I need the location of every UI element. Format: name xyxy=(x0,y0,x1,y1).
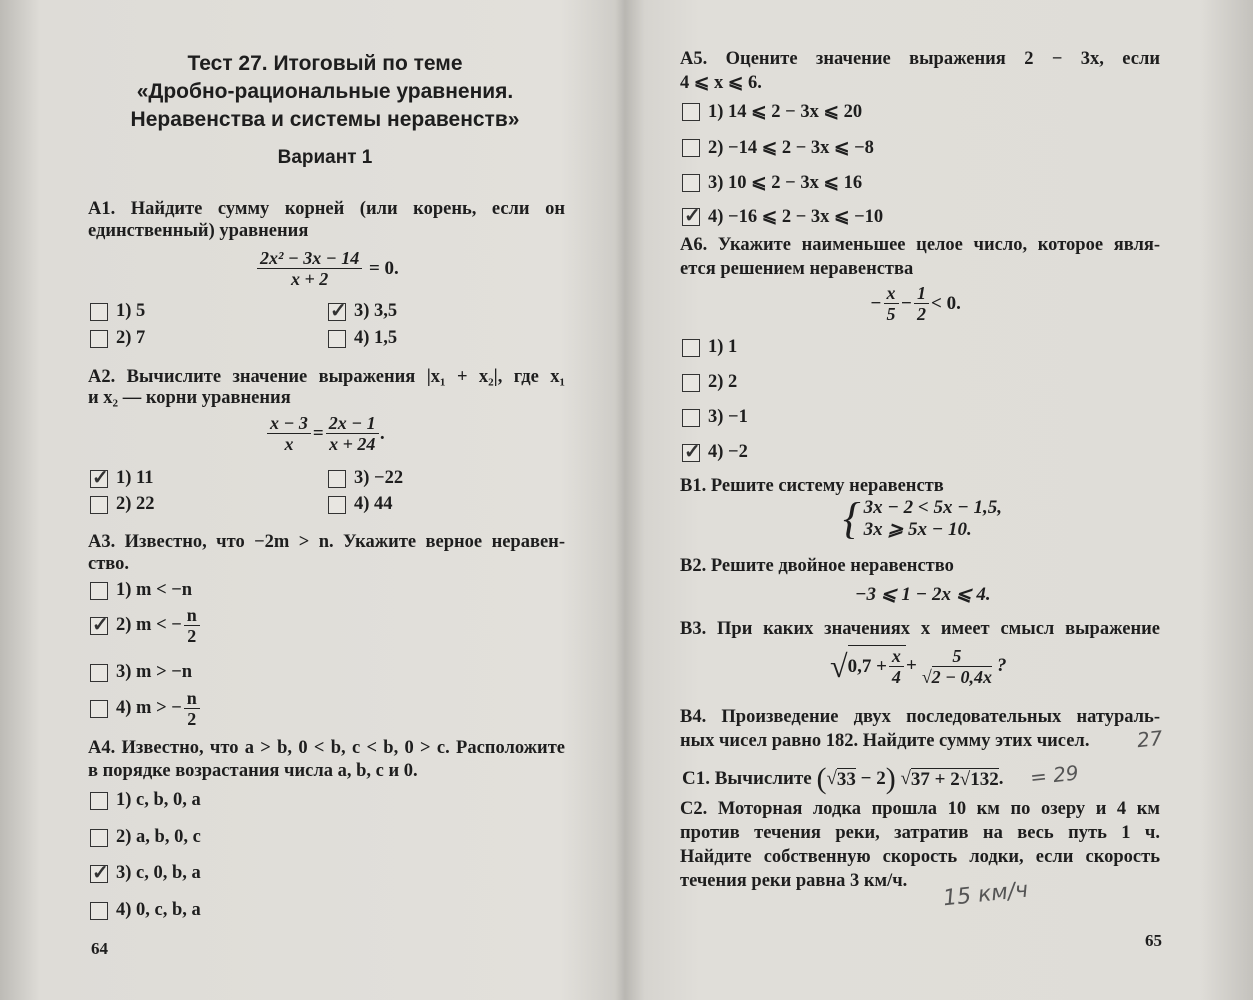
question-c2-text: С2. Моторная лодка прошла 10 км по озеру и 4 км xyxy=(680,799,1161,819)
question-a4-text: в порядке возрастания числа a, b, c и 0. xyxy=(88,761,418,781)
question-a6-text: ется решением неравенства xyxy=(680,259,914,279)
question-a3-text: ство. xyxy=(88,554,130,574)
system-b1: { 3x − 2 < 5x − 1,5, 3x ⩾ 5x − 10. xyxy=(843,494,1002,543)
test-title-line: Неравенства и системы неравенств» xyxy=(130,108,520,131)
checkbox[interactable] xyxy=(328,330,346,348)
expression-b3: √ 0,7 + $\frac{x}{4}$ + $\frac{5}{√2 - 0,4x}$ ? xyxy=(830,645,1007,687)
variant-heading: Вариант 1 xyxy=(277,147,373,168)
question-b1-text: В1. Решите систему неравенств xyxy=(680,476,944,496)
option-a3-2[interactable]: ✓ 2) m < − $\frac{n}{2}$ xyxy=(90,605,202,646)
checkbox[interactable] xyxy=(682,174,700,192)
checkbox[interactable] xyxy=(90,829,108,847)
question-c2-text: Найдите собственную скорость лодки, если скорость xyxy=(680,847,1160,867)
option-a3-1[interactable]: 1) m < −n xyxy=(90,580,192,601)
test-title-line: Тест 27. Итоговый по теме xyxy=(187,52,463,75)
checkbox[interactable] xyxy=(90,582,108,600)
option-a1-3[interactable]: ✓ 3) 3,5 xyxy=(328,301,397,322)
question-a5-text: А5. Оцените значение выражения 2 − 3x, если xyxy=(680,49,1160,69)
inequality-b2: −3 ⩽ 1 − 2x ⩽ 4. xyxy=(855,584,991,605)
option-a4-3[interactable]: ✓ 3) c, 0, b, a xyxy=(90,863,201,884)
checkbox[interactable] xyxy=(682,103,700,121)
option-a3-3[interactable]: 3) m > −n xyxy=(90,662,192,683)
question-b3-text: В3. При каких значениях x имеет смысл выражение xyxy=(680,619,1160,639)
option-a5-3[interactable]: 3) 10 ⩽ 2 − 3x ⩽ 16 xyxy=(682,172,862,194)
checkbox-checked[interactable] xyxy=(90,470,108,488)
checkbox[interactable] xyxy=(682,374,700,392)
question-c1-text: С1. Вычислите ( √ 33 − 2 ) √ 37 + 2√132 . xyxy=(682,762,1004,795)
option-a4-1[interactable]: 1) c, b, 0, a xyxy=(90,790,201,811)
option-a6-3[interactable]: 3) −1 xyxy=(682,407,748,428)
option-a4-4[interactable]: 4) 0, c, b, a xyxy=(90,900,201,921)
checkbox-checked[interactable] xyxy=(328,303,346,321)
checkbox[interactable] xyxy=(90,303,108,321)
option-a2-1[interactable]: ✓ 1) 11 xyxy=(90,468,154,489)
option-a2-3[interactable]: 3) −22 xyxy=(328,468,403,489)
equation-a1: $\frac{\text{2x² − 3x − 14}}{x + 2}$ = 0. xyxy=(255,248,399,289)
question-b4-text: ных чисел равно 182. Найдите сумму этих чисел. xyxy=(680,731,1090,751)
question-c2-text: против течения реки, затратив на весь путь 1 ч. xyxy=(680,823,1160,843)
question-a3-text: А3. Известно, что −2m > n. Укажите верное неравен- xyxy=(88,532,565,552)
question-a1-text: единственный) уравнения xyxy=(88,221,309,241)
checkbox[interactable] xyxy=(90,792,108,810)
question-b4-text: В4. Произведение двух последовательных натураль- xyxy=(680,707,1160,727)
checkbox-checked[interactable] xyxy=(90,617,108,635)
checkbox[interactable] xyxy=(90,496,108,514)
option-a1-2[interactable]: 2) 7 xyxy=(90,328,145,349)
question-a2-text: и x₂ — корни уравнения xyxy=(88,388,291,408)
option-a6-4[interactable]: ✓ 4) −2 xyxy=(682,442,748,463)
checkbox[interactable] xyxy=(682,409,700,427)
option-a5-1[interactable]: 1) 14 ⩽ 2 − 3x ⩽ 20 xyxy=(682,101,862,123)
checkbox[interactable] xyxy=(90,700,108,718)
option-a6-2[interactable]: 2) 2 xyxy=(682,372,737,393)
checkbox-checked[interactable] xyxy=(90,865,108,883)
option-a1-1[interactable]: 1) 5 xyxy=(90,301,145,322)
question-a5-text: 4 ⩽ x ⩽ 6. xyxy=(680,73,762,93)
question-a1-text: А1. Найдите сумму корней (или корень, если он xyxy=(88,199,566,219)
page-number: 64 xyxy=(91,939,108,958)
option-a2-4[interactable]: 4) 44 xyxy=(328,494,393,515)
checkbox[interactable] xyxy=(682,339,700,357)
option-a1-4[interactable]: 4) 1,5 xyxy=(328,328,397,349)
question-a6-text: А6. Укажите наименьшее целое число, которое явля- xyxy=(680,235,1161,255)
handwritten-answer-c2: 15 км/ч xyxy=(941,877,1030,912)
option-a6-1[interactable]: 1) 1 xyxy=(682,337,737,358)
checkbox-checked[interactable] xyxy=(682,444,700,462)
equation-a2: $\frac{x - 3}{x}$ = $\frac{2x - 1}{x + 24}$ . xyxy=(265,413,385,454)
page-65 xyxy=(625,0,1253,1000)
option-a4-2[interactable]: 2) a, b, 0, c xyxy=(90,827,201,848)
checkbox[interactable] xyxy=(328,496,346,514)
question-a4-text: А4. Известно, что a > b, 0 < b, c < b, 0 > c. Расположите xyxy=(88,738,565,758)
handwritten-answer-c1: = 29 xyxy=(1028,760,1080,790)
option-a5-2[interactable]: 2) −14 ⩽ 2 − 3x ⩽ −8 xyxy=(682,137,874,159)
question-c2-text: течения реки равна 3 км/ч. xyxy=(680,871,908,891)
checkbox[interactable] xyxy=(90,664,108,682)
checkbox[interactable] xyxy=(328,470,346,488)
page-number: 65 xyxy=(1145,931,1162,950)
option-a3-4[interactable]: 4) m > − $\frac{n}{2}$ xyxy=(90,688,202,729)
inequality-a6: − $\frac{x}{5}$ − $\frac{1}{2}$ < 0. xyxy=(870,283,961,324)
question-b2-text: В2. Решите двойное неравенство xyxy=(680,556,954,576)
checkbox[interactable] xyxy=(90,330,108,348)
checkbox-checked[interactable] xyxy=(682,208,700,226)
checkbox[interactable] xyxy=(682,139,700,157)
page-64 xyxy=(0,0,625,1000)
handwritten-answer-b4: 27 xyxy=(1135,725,1164,753)
test-title-line: «Дробно-рациональные уравнения. xyxy=(136,80,514,103)
option-a5-4[interactable]: ✓ 4) −16 ⩽ 2 − 3x ⩽ −10 xyxy=(682,206,883,228)
checkbox[interactable] xyxy=(90,902,108,920)
question-a2-text: А2. Вычислите значение выражения |x₁ + x₂|, где x₁ xyxy=(88,367,565,387)
option-a2-2[interactable]: 2) 22 xyxy=(90,494,155,515)
